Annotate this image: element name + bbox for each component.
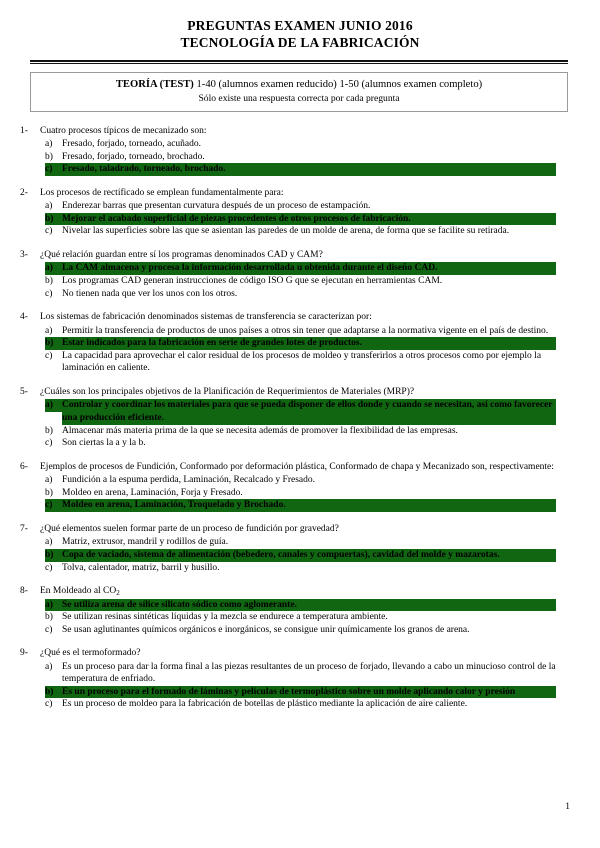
- question-text: Ejemplos de procesos de Fundición, Conformado por deformación plástica, Conformado de chapa y Mecanizado son, respectivamente:: [40, 461, 554, 472]
- question-number: 8-: [20, 586, 28, 597]
- answer-option-text: Moldeo en arena, Laminación, Troquelado y Brochado.: [62, 499, 556, 512]
- answer-option-correct[interactable]: [20, 262, 556, 275]
- question-text-subscript: 2: [116, 589, 120, 598]
- question-number: 5-: [20, 386, 28, 397]
- answer-option-letter: b): [45, 425, 53, 436]
- question-heading: [20, 523, 556, 535]
- answer-option-letter: c): [45, 350, 53, 361]
- question-heading: [20, 647, 556, 659]
- question-text: [40, 585, 556, 597]
- question-text: Los procesos de rectificado se emplean fundamentalmente para:: [40, 187, 284, 198]
- answer-option-text: Copa de vaciado, sistema de alimentación (bebedero, canales y compuertas), cavidad del molde y mazarotas.: [62, 549, 556, 562]
- questions-list: [20, 125, 556, 711]
- answer-option-letter: b): [45, 686, 62, 699]
- question-text: ¿Qué elementos suelen formar parte de un proceso de fundición por gravedad?: [40, 523, 339, 534]
- answer-option[interactable]: [20, 225, 556, 238]
- answer-option-correct[interactable]: [20, 599, 556, 612]
- answer-option-letter: b): [45, 151, 53, 162]
- answer-option-text: Es un proceso de moldeo para la fabricación de botellas de plástico mediante la aplicación de aire caliente.: [62, 699, 468, 710]
- answer-option[interactable]: [20, 487, 556, 500]
- answer-option-letter: b): [45, 549, 62, 562]
- answer-option[interactable]: [20, 624, 556, 637]
- answer-option-text: No tienen nada que ver los unos con los otros.: [62, 288, 238, 299]
- question-text: Cuatro procesos típicos de mecanizado son:: [40, 125, 207, 136]
- answer-option[interactable]: [20, 536, 556, 549]
- answer-option-text: Fresado, taladrado, torneado, brochado.: [62, 163, 556, 176]
- answer-option-letter: b): [45, 213, 62, 226]
- answer-option-text: Permitir la transferencia de productos de unos países a otros sin tener que adaptarse a la normativa vigente en el país de destino.: [62, 325, 549, 336]
- answer-option-letter: c): [45, 163, 62, 176]
- answer-option-letter: b): [45, 275, 53, 286]
- question-text-main: En Moldeado al CO: [40, 586, 117, 597]
- answer-options: [20, 200, 556, 238]
- question-heading: [20, 249, 556, 261]
- answer-option[interactable]: [20, 151, 556, 164]
- document-title-block: [0, 0, 600, 51]
- answer-options: [20, 536, 556, 574]
- answer-option-text: Almacenar más materia prima de la que se necesita además de promover la flexibilidad de las empresas.: [62, 425, 458, 436]
- answer-option-text: Los programas CAD generan instrucciones de código ISO G que se ejecutan en herramientas CAM.: [62, 275, 443, 286]
- answer-option-letter: a): [45, 661, 53, 672]
- answer-options: [20, 262, 556, 300]
- answer-option-text: Controlar y coordinar los materiales para que se pueda disponer de ellos donde y cuando se necesitan, así como favorecer una producción eficiente.: [62, 399, 556, 424]
- answer-option[interactable]: [20, 200, 556, 213]
- question-heading: [20, 125, 556, 137]
- answer-option-text: Se usan aglutinantes químicos orgánicos e inorgánicos, se consigue unir químicamente los granos de arena.: [62, 624, 470, 635]
- exam-instruction-line: Sólo existe una respuesta correcta por cada pregunta: [198, 92, 400, 104]
- answer-option-letter: a): [45, 201, 53, 212]
- answer-option[interactable]: [20, 350, 556, 375]
- answer-option-text: Nivelar las superficies sobre las que se asientan las paredes de un molde de arena, de forma que se facilite su retirada.: [62, 226, 510, 237]
- question-item: [20, 585, 556, 636]
- question-number: 7-: [20, 523, 28, 534]
- answer-option-letter: a): [45, 599, 62, 612]
- answer-option[interactable]: [20, 437, 556, 450]
- question-text: ¿Qué relación guardan entre sí los programas denominados CAD y CAM?: [40, 249, 323, 260]
- answer-option-text: Matriz, extrusor, mandril y rodillos de guía.: [62, 537, 229, 548]
- answer-option-text: Enderezar barras que presentan curvatura después de un proceso de estampación.: [62, 201, 371, 212]
- question-item: [20, 311, 556, 375]
- answer-option-correct[interactable]: [20, 549, 556, 562]
- page-number: 1: [565, 802, 570, 812]
- question-number: 9-: [20, 648, 28, 659]
- answer-option[interactable]: [20, 611, 556, 624]
- answer-option-letter: a): [45, 262, 62, 275]
- answer-option-text: Es un proceso para dar la forma final a las piezas resultantes de un proceso de forjado, llevando a cabo un minucioso control de la temperatura de enfriado.: [62, 661, 556, 685]
- page-title-line-2: TECNOLOGÍA DE LA FABRICACIÓN: [180, 35, 420, 50]
- answer-option-correct[interactable]: [20, 337, 556, 350]
- answer-option-letter: b): [45, 487, 53, 498]
- answer-option-letter: c): [45, 226, 53, 237]
- answer-option-text: Es un proceso para el formado de láminas y películas de termoplástico sobre un molde aplicando calor y presión: [62, 686, 556, 699]
- question-heading: [20, 585, 556, 597]
- answer-option-correct[interactable]: [20, 499, 556, 512]
- answer-option-text: La CAM almacena y procesa la información desarrollada u obtenida durante el diseño CAD.: [62, 262, 556, 275]
- answer-option[interactable]: [20, 288, 556, 301]
- answer-option-correct[interactable]: [20, 686, 556, 699]
- answer-option-text: La capacidad para aprovechar el calor residual de los procesos de moldeo y transferirlos a otros procesos como por ejemplo la laminación en caliente.: [62, 350, 542, 374]
- answer-option-letter: c): [45, 699, 53, 710]
- answer-option-text: Son ciertas la a y la b.: [62, 438, 146, 449]
- answer-option-text: Fresado, forjado, torneado, acuñado.: [62, 139, 202, 149]
- question-heading: [20, 386, 556, 398]
- answer-options: [20, 138, 556, 176]
- answer-options: [20, 399, 556, 449]
- page-title-line-1: PREGUNTAS EXAMEN JUNIO 2016: [187, 18, 413, 33]
- answer-option-text: Fresado, forjado, torneado, brochado.: [62, 151, 205, 162]
- answer-options: [20, 474, 556, 512]
- answer-option[interactable]: [20, 425, 556, 438]
- question-item: [20, 647, 556, 711]
- answer-option-letter: a): [45, 475, 53, 486]
- answer-option-letter: c): [45, 438, 53, 449]
- answer-option-text: Moldeo en arena, Laminación, Forja y Fresado.: [62, 487, 243, 498]
- header-rule-wrapper: [30, 60, 568, 112]
- answer-option-letter: c): [45, 562, 53, 573]
- question-text: ¿Qué es el termoformado?: [40, 648, 141, 659]
- answer-option[interactable]: [20, 698, 556, 711]
- answer-options: [20, 599, 556, 637]
- question-item: [20, 386, 556, 450]
- answer-option-letter: c): [45, 499, 62, 512]
- answer-options: [20, 661, 556, 711]
- answer-option-correct[interactable]: [20, 213, 556, 226]
- answer-option-letter: a): [45, 399, 62, 412]
- question-text: ¿Cuáles son los principales objetivos de la Planificación de Requerimientos de Materiales (MRP)?: [40, 386, 415, 397]
- answer-options: [20, 325, 556, 375]
- answer-option-text: Se utiliza arena de sílice silicato sódico como aglomerante.: [62, 599, 556, 612]
- question-heading: [20, 311, 556, 323]
- question-number: 2-: [20, 187, 28, 198]
- answer-option-letter: b): [45, 337, 62, 350]
- question-number: 6-: [20, 461, 28, 472]
- answer-option-correct[interactable]: [20, 399, 556, 424]
- answer-option-letter: a): [45, 537, 53, 548]
- answer-option-correct[interactable]: [20, 163, 556, 176]
- answer-option[interactable]: [20, 325, 556, 338]
- answer-option-letter: c): [45, 288, 53, 299]
- answer-option[interactable]: [20, 474, 556, 487]
- answer-option-text: Mejorar el acabado superficial de piezas procedentes de otros procesos de fabricación.: [62, 213, 556, 226]
- question-number: 1-: [20, 125, 28, 136]
- question-heading: [20, 461, 556, 473]
- horizontal-divider: [30, 60, 568, 64]
- question-number: 3-: [20, 249, 28, 260]
- question-heading: [20, 187, 556, 199]
- answer-option-text: Tolva, calentador, matriz, barril y husillo.: [62, 562, 220, 573]
- answer-option-text: Fundición a la espuma perdida, Laminación, Recalcado y Fresado.: [62, 475, 315, 486]
- answer-option-text: Se utilizan resinas sintéticas líquidas y la mezcla se endurece a temperatura ambiente.: [62, 612, 388, 623]
- answer-option-text: Estar indicados para la fabricación en serie de grandes lotes de productos.: [62, 337, 556, 350]
- answer-option-letter: a): [45, 139, 53, 149]
- answer-option[interactable]: [20, 138, 556, 151]
- question-item: [20, 125, 556, 176]
- question-text: Los sistemas de fabricación denominados sistemas de transferencia se caracterizan por:: [40, 312, 372, 323]
- question-item: [20, 187, 556, 238]
- question-item: [20, 249, 556, 300]
- exam-scope-label: TEORÍA (TEST): [115, 78, 194, 90]
- question-item: [20, 461, 556, 512]
- question-number: 4-: [20, 312, 28, 323]
- exam-scope-line: [37, 78, 561, 92]
- answer-option-letter: a): [45, 325, 53, 336]
- question-item: [20, 523, 556, 574]
- exam-instructions-box: [30, 72, 568, 112]
- answer-option[interactable]: [20, 661, 556, 686]
- exam-scope-detail: 1-40 (alumnos examen reducido) 1-50 (alumnos examen completo): [193, 78, 483, 90]
- answer-option-letter: c): [45, 624, 53, 635]
- answer-option[interactable]: [20, 562, 556, 575]
- answer-option[interactable]: [20, 275, 556, 288]
- answer-option-letter: b): [45, 612, 53, 623]
